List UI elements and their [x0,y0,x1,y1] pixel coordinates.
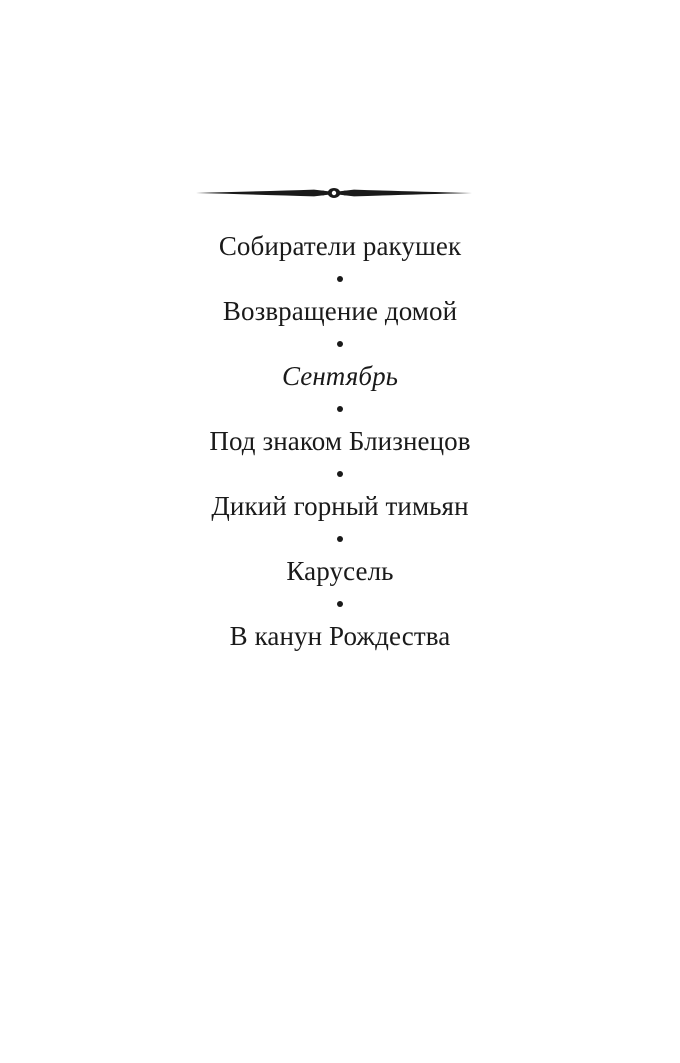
title-item: Дикий горный тимьян [211,491,469,521]
bullet-separator [0,396,680,421]
title-item: Карусель [286,556,394,586]
title-item: Собиратели ракушек [218,231,462,261]
titles-list [0,226,680,656]
decorative-rule-ornament [196,184,472,202]
bullet-separator [0,266,680,291]
title-item: В канун Рождества [229,621,451,651]
title-item: Под знаком Близнецов [209,426,471,456]
bullet-separator [0,331,680,356]
title-item: Возвращение домой [222,296,458,326]
title-item: Сентябрь [281,361,399,391]
bullet-separator [0,461,680,486]
bullet-separator [0,526,680,551]
bullet-separator [0,591,680,616]
